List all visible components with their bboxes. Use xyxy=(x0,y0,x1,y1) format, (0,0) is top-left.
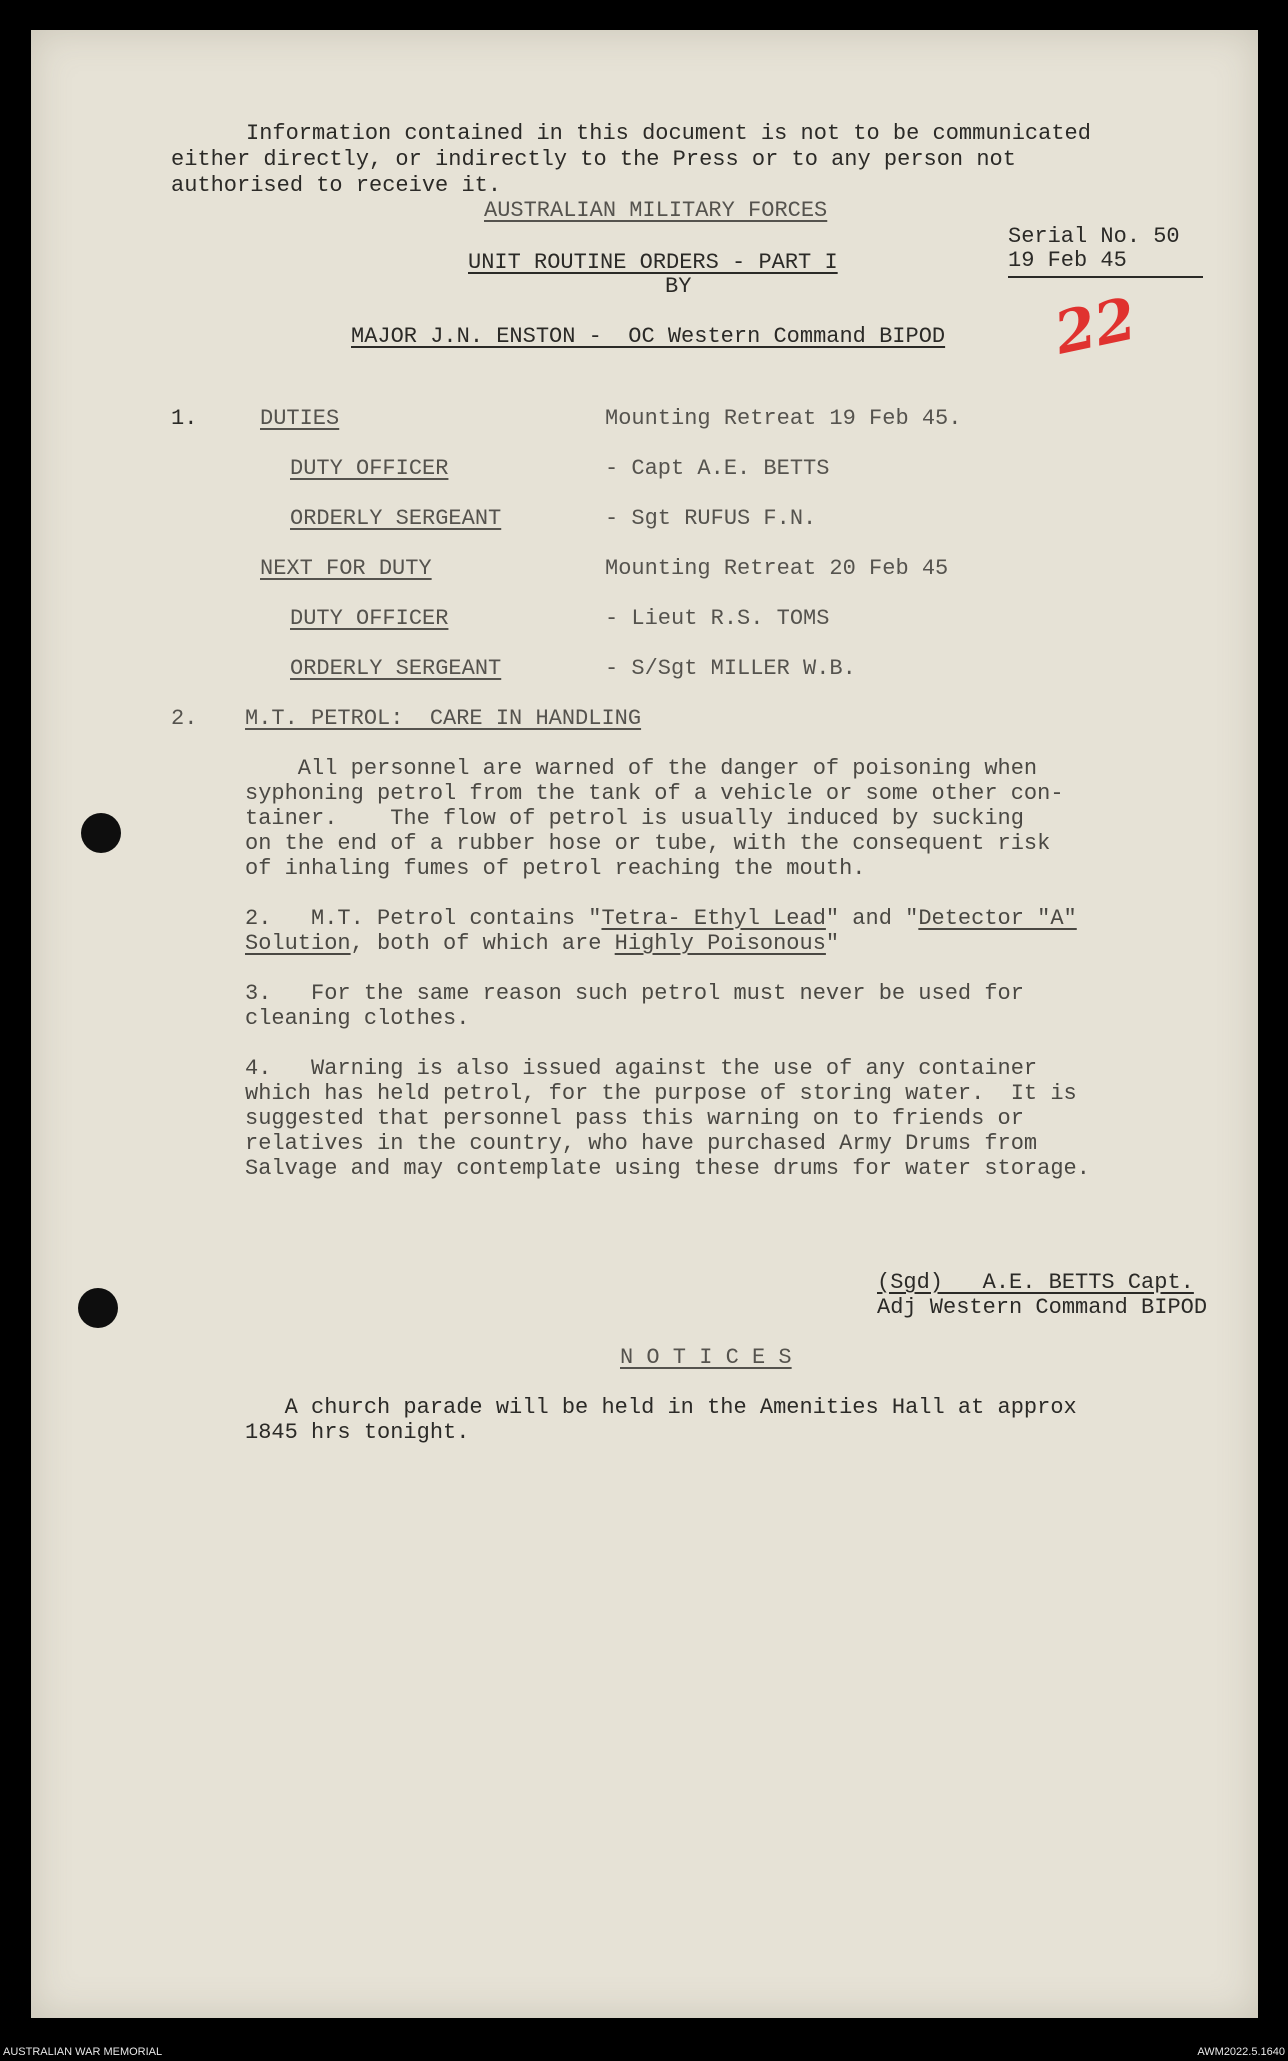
footer-archive-name: AUSTRALIAN WAR MEMORIAL xyxy=(3,2046,163,2058)
signature-line-2: Adj Western Command BIPOD xyxy=(877,1295,1208,1320)
tetra-ethyl-lead-term: Tetra- Ethyl Lead xyxy=(601,906,826,931)
next-mounting: Mounting Retreat 20 Feb 45 xyxy=(605,556,949,581)
petrol-para-1-line-4: on the end of a rubber hose or tube, with the consequent risk xyxy=(245,831,1051,856)
para-2-text-b: " and " xyxy=(825,906,919,931)
header-orders: UNIT ROUTINE ORDERS - PART I xyxy=(468,250,838,275)
petrol-para-4-line-1: 4. Warning is also issued against the use of any container xyxy=(245,1056,1038,1081)
serial-number: Serial No. 50 xyxy=(1008,224,1180,249)
notice-text-line-2: 1845 hrs tonight. xyxy=(245,1420,470,1445)
next-orderly-sergeant-value: - S/Sgt MILLER W.B. xyxy=(605,656,856,681)
petrol-para-2-line-2 xyxy=(245,931,839,956)
detector-a-term: Detector "A" xyxy=(918,906,1077,931)
header-by: BY xyxy=(665,274,692,299)
orderly-sergeant-label: ORDERLY SERGEANT xyxy=(290,506,502,531)
header-force: AUSTRALIAN MILITARY FORCES xyxy=(484,198,828,223)
duties-title: DUTIES xyxy=(260,406,340,431)
next-orderly-sergeant-label: ORDERLY SERGEANT xyxy=(290,656,502,681)
duty-officer-label: DUTY OFFICER xyxy=(290,456,449,481)
para-2-text-a: 2. M.T. Petrol contains " xyxy=(245,906,602,931)
item-2-number: 2. xyxy=(171,706,198,731)
security-notice-line-1: Information contained in this document is not to be communicated xyxy=(246,121,1091,146)
next-duty-officer-label: DUTY OFFICER xyxy=(290,606,449,631)
petrol-para-4-line-2: which has held petrol, for the purpose of storing water. It is xyxy=(245,1081,1077,1106)
footer-archive-id: AWM2022.5.1640 xyxy=(1197,2046,1285,2058)
signature-line-1: (Sgd) A.E. BETTS Capt. xyxy=(877,1270,1194,1295)
security-notice-line-3: authorised to receive it. xyxy=(171,173,502,198)
orderly-sergeant-value: - Sgt RUFUS F.N. xyxy=(605,506,817,531)
punch-hole-bottom xyxy=(78,1288,118,1328)
petrol-para-4-line-3: suggested that personnel pass this warning on to friends or xyxy=(245,1106,1024,1131)
petrol-para-1-line-1: All personnel are warned of the danger of poisoning when xyxy=(245,756,1038,781)
duties-mounting: Mounting Retreat 19 Feb 45. xyxy=(605,406,962,431)
serial-date: 19 Feb 45 xyxy=(1008,248,1127,273)
next-duty-officer-value: - Lieut R.S. TOMS xyxy=(605,606,830,631)
security-notice-line-2: either directly, or indirectly to the Press or to any person not xyxy=(171,147,1016,172)
petrol-para-1-line-2: syphoning petrol from the tank of a vehicle or some other con- xyxy=(245,781,1064,806)
notices-title: N O T I C E S xyxy=(620,1345,792,1370)
highly-poisonous-term: Highly Poisonous xyxy=(614,931,826,956)
solution-term: Solution xyxy=(245,931,351,956)
petrol-para-3-line-1: 3. For the same reason such petrol must never be used for xyxy=(245,981,1024,1006)
petrol-para-2-line-1 xyxy=(245,906,1077,931)
serial-underline xyxy=(1008,276,1203,278)
petrol-para-4-line-5: Salvage and may contemplate using these drums for water storage. xyxy=(245,1156,1090,1181)
petrol-title: M.T. PETROL: CARE IN HANDLING xyxy=(245,706,642,731)
header-officer: MAJOR J.N. ENSTON - OC Western Command BIPOD xyxy=(351,324,946,349)
petrol-para-4-line-4: relatives in the country, who have purchased Army Drums from xyxy=(245,1131,1038,1156)
item-1-number: 1. xyxy=(171,406,198,431)
para-2-text-c: , both of which are xyxy=(350,931,615,956)
duty-officer-value: - Capt A.E. BETTS xyxy=(605,456,830,481)
notice-text-line-1: A church parade will be held in the Amenities Hall at approx xyxy=(245,1395,1077,1420)
petrol-para-1-line-5: of inhaling fumes of petrol reaching the mouth. xyxy=(245,856,866,881)
document-page xyxy=(31,30,1258,2018)
next-for-duty-title: NEXT FOR DUTY xyxy=(260,556,432,581)
punch-hole-top xyxy=(81,813,121,853)
para-2-text-d: " xyxy=(825,931,840,956)
petrol-para-1-line-3: tainer. The flow of petrol is usually induced by sucking xyxy=(245,806,1024,831)
petrol-para-3-line-2: cleaning clothes. xyxy=(245,1006,470,1031)
red-page-number-stamp: 22 xyxy=(1048,284,1142,368)
